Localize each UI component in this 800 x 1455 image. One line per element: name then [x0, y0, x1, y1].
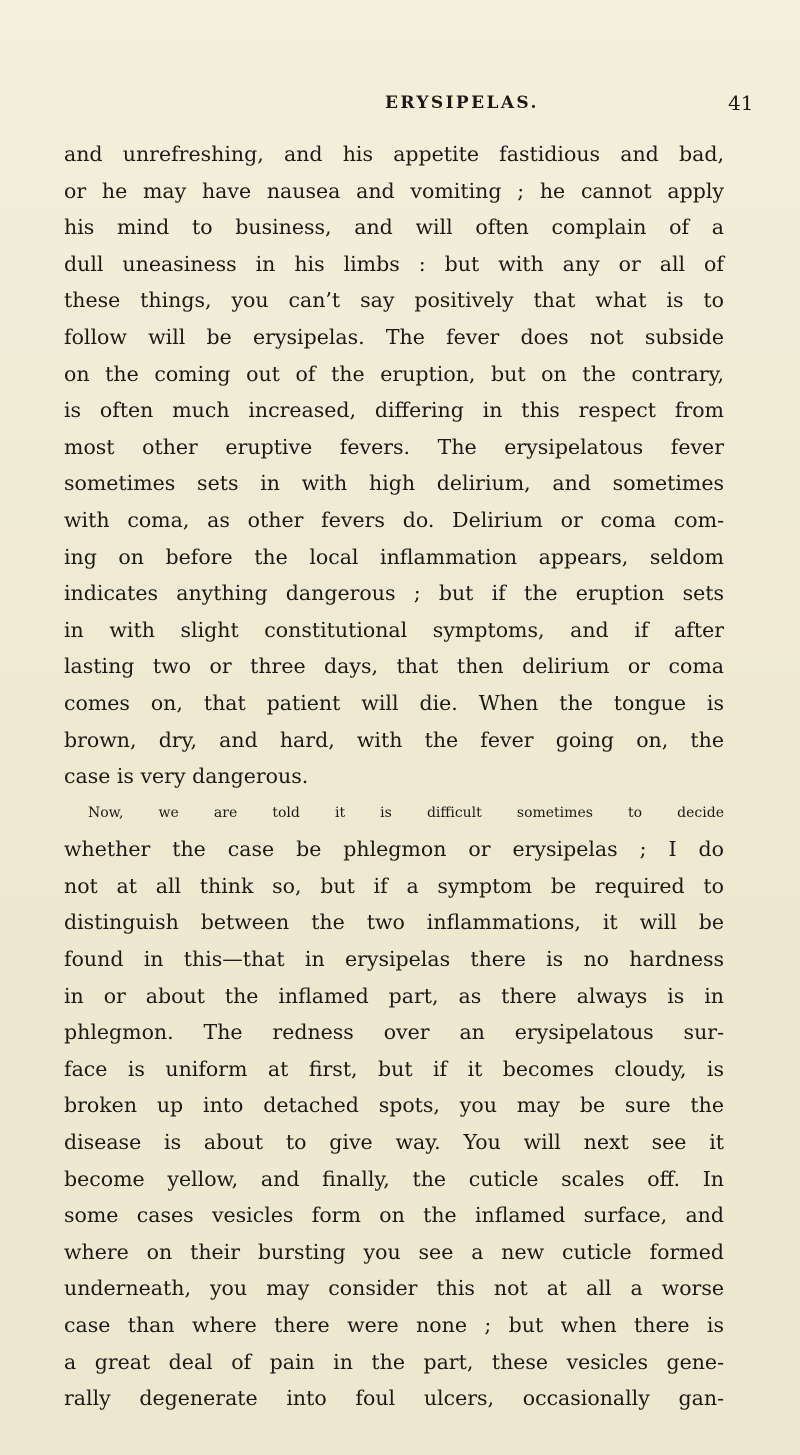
text-line: on the coming out of the eruption, but on the contrary,: [64, 361, 724, 386]
text-line: most other eruptive fevers. The erysipelatous fever: [64, 434, 724, 459]
text-line: a great deal of pain in the part, these vesicles gene-: [64, 1349, 724, 1374]
text-line: distinguish between the two inflammations, it will be: [64, 910, 724, 935]
text-line: become yellow, and finally, the cuticle scales off. In: [64, 1166, 724, 1191]
text-line: some cases vesicles form on the inflamed surface, and: [64, 1203, 724, 1228]
text-line-paragraph-start: Now, we are told it is difficult sometimes to decide: [88, 804, 724, 821]
text-line: brown, dry, and hard, with the fever going on, the: [64, 727, 724, 752]
text-line: or he may have nausea and vomiting ; he cannot apply: [64, 178, 724, 203]
text-line: sometimes sets in with high delirium, and sometimes: [64, 471, 724, 496]
text-line: face is uniform at first, but if it becomes cloudy, is: [64, 1056, 724, 1081]
text-line: dull uneasiness in his limbs : but with any or all of: [64, 251, 724, 276]
text-line: follow will be erysipelas. The fever does not subside: [64, 324, 724, 349]
text-line: indicates anything dangerous ; but if the eruption sets: [64, 581, 724, 606]
text-line: comes on, that patient will die. When the tongue is: [64, 690, 724, 715]
running-head: [0, 93, 800, 123]
text-line: these things, you can’t say positively that what is to: [64, 288, 724, 313]
running-title: ERYSIPELAS.: [385, 93, 539, 113]
text-line: found in this—that in erysipelas there is no hardness: [64, 947, 724, 972]
text-line: case than where there were none ; but when there is: [64, 1313, 724, 1337]
text-line: underneath, you may consider this not at all a worse: [64, 1276, 724, 1301]
text-line: his mind to business, and will often complain of a: [64, 215, 724, 240]
text-line: in or about the inflamed part, as there always is in: [64, 983, 724, 1008]
text-line: disease is about to give way. You will next see it: [64, 1130, 724, 1155]
text-line: whether the case be phlegmon or erysipelas ; I do: [64, 837, 724, 862]
text-line-paragraph-end: case is very dangerous.: [64, 764, 309, 789]
page-number: 41: [728, 91, 754, 115]
text-line: lasting two or three days, that then delirium or coma: [64, 654, 724, 679]
text-line: rally degenerate into foul ulcers, occasionally gan-: [64, 1386, 724, 1411]
text-line: broken up into detached spots, you may be sure the: [64, 1093, 724, 1118]
text-line: in with slight constitutional symptoms, and if after: [64, 617, 724, 642]
text-line: where on their bursting you see a new cuticle formed: [64, 1239, 724, 1264]
text-line: with coma, as other fevers do. Delirium or coma com-: [64, 507, 724, 532]
text-line: and unrefreshing, and his appetite fastidious and bad,: [64, 142, 724, 166]
text-line: is often much increased, differing in this respect from: [64, 398, 724, 423]
body-text: [64, 136, 724, 1417]
text-line: phlegmon. The redness over an erysipelatous sur-: [64, 1020, 724, 1045]
text-line: not at all think so, but if a symptom be required to: [64, 873, 724, 898]
text-line: ing on before the local inflammation appears, seldom: [64, 544, 724, 569]
